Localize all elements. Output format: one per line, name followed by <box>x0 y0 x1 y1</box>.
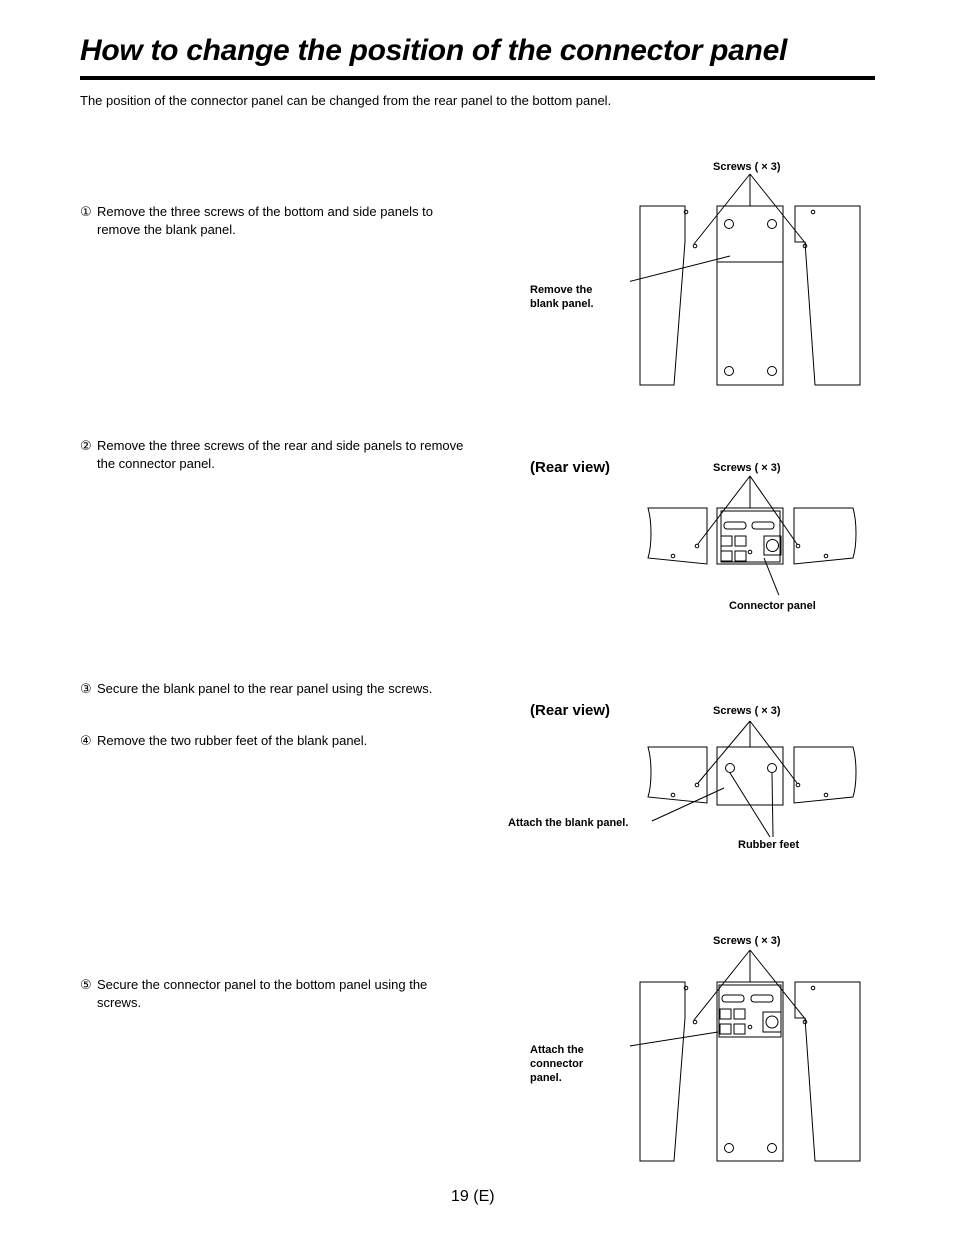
step-text: Secure the connector panel to the bottom panel using the screws. <box>97 977 428 1010</box>
step-text: Remove the two rubber feet of the blank panel. <box>97 733 368 748</box>
page-number: 19 (E) <box>451 1188 495 1205</box>
attach-connector-panel-label: Attach the connector panel. <box>530 1044 584 1084</box>
step-text: Remove the three screws of the bottom and side panels to remove the blank panel. <box>97 204 434 237</box>
step-3 <box>80 680 465 698</box>
step-2 <box>80 437 465 472</box>
step-number: ⑤ <box>80 977 92 992</box>
step-number: ④ <box>80 733 92 748</box>
connector-panel-label: Connector panel <box>729 600 816 612</box>
intro-text: The position of the connector panel can be changed from the rear panel to the bottom panel. <box>80 93 612 108</box>
page-title: How to change the position of the connector panel <box>80 34 787 67</box>
rear-view-connector-panel-diagram <box>640 470 870 595</box>
step-number: ③ <box>80 681 92 696</box>
bottom-view-blank-panel-diagram <box>630 170 870 395</box>
rubber-feet-label: Rubber feet <box>738 839 800 851</box>
bottom-view-connector-panel-diagram <box>630 945 870 1170</box>
step-text: Remove the three screws of the rear and side panels to remove the connector panel. <box>97 438 464 471</box>
attach-blank-panel-label: Attach the blank panel. <box>508 817 629 829</box>
rear-view-heading: (Rear view) <box>530 459 611 476</box>
step-text: Secure the blank panel to the rear panel using the screws. <box>97 681 433 696</box>
remove-blank-panel-label: Remove the blank panel. <box>530 284 594 310</box>
screws-label: Screws ( × 3) <box>713 161 781 173</box>
step-number: ① <box>80 204 92 219</box>
screws-label: Screws ( × 3) <box>713 935 781 947</box>
rear-view-blank-panel-diagram <box>640 715 870 840</box>
screws-label: Screws ( × 3) <box>713 462 781 474</box>
title-rule <box>80 76 875 80</box>
step-4 <box>80 732 465 750</box>
step-1 <box>80 203 465 238</box>
step-5 <box>80 976 465 1011</box>
step-number: ② <box>80 438 92 453</box>
screws-label: Screws ( × 3) <box>713 705 781 717</box>
rear-view-heading: (Rear view) <box>530 702 611 719</box>
